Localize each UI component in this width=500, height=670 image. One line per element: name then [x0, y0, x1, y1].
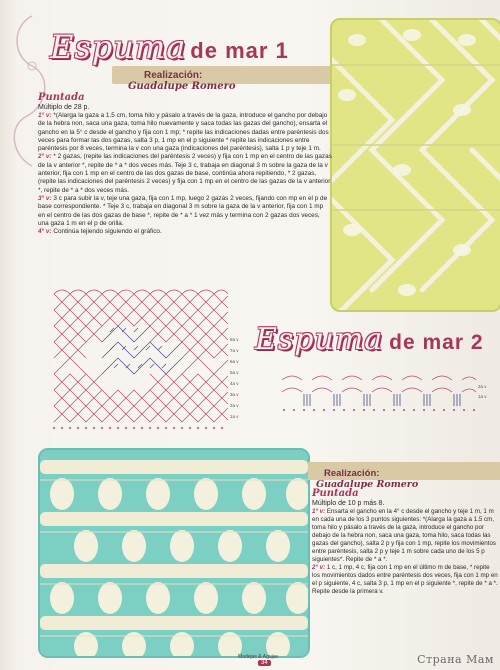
pattern2-title-script: Espuma — [255, 322, 384, 357]
pattern2-title-rest: de mar 2 — [389, 331, 484, 354]
pattern2-row-2 — [312, 564, 498, 596]
pattern2-credit-name: Guadalupe Romero — [316, 479, 419, 490]
pattern2-row-1 — [312, 508, 498, 564]
row-text: * 2 gazas, (repite las indicaciones del paréntesis 2 veces) y fija con 1 mp en el centro de las gazas de la v anterior *, repite de * a * dos veces más. Teje 3 c, trabaja en diagonal 3 m sobre la gaza de la v anterior, fija con 1 mp en el centro de las dos gazas de base, continúa ahora repitiendo, * 2 gazas, (repite las indicaciones del paréntesis 2 veces) y fija con 1 mp en el centro de las gazas de la v anterior *, repite de * a * dos veces más. — [38, 153, 332, 194]
row-label: 4° v: — [38, 228, 52, 236]
pattern2-credit — [308, 462, 500, 490]
row-label: 2° v: — [38, 153, 52, 161]
pattern1-credit — [112, 66, 332, 92]
diagram-row-label: 4a v — [230, 381, 239, 386]
pattern1-instructions — [38, 92, 332, 236]
diagram-row-label: 5a v — [230, 370, 239, 375]
pattern2-title — [255, 322, 484, 357]
pattern1-title-script: Espuma — [50, 28, 187, 66]
pattern1-swatch-photo — [330, 18, 500, 312]
pattern1-heading: Puntada — [38, 92, 85, 103]
pattern1-title-rest: de mar 1 — [190, 38, 289, 63]
row-text: 1 c, 1 mp, 4 c, fija con 1 mp en el último m de base, * repite los movimientos dados entre paréntesis dos veces, fija con 1 mp en el p siguiente, 4 c, salta 3 p, 1 mp en el p siguiente *, repite de * a *. Repite desde la primera v. — [312, 564, 498, 595]
diagram-row-label: 1a v — [230, 414, 239, 419]
row-label: 3° v: — [38, 194, 52, 202]
pattern1-row-3 — [38, 195, 332, 228]
pattern1-row-4 — [38, 228, 332, 236]
pattern1-credit-label: Realización: — [144, 70, 203, 81]
diagram-row-label: 2a v — [478, 384, 487, 389]
row-text: *(Alarga la gaza a 1.5 cm, toma hilo y pásalo a través de la gaza, introduce el gancho por debajo de la hebra non, saca una gaza, toma hilo nuevamente y saca todas las gazas del gancho), ensarta el gancho en la 5° c desde el gancho y fija con 1 mp; * repite las indicaciones dadas entre paréntesis dos veces para formar las dos gazas, salta 3 p, 1 mp en el p siguiente * repite las indicaciones entre paréntesis por 8 veces, termina la v con una gaza (indicaciones del paréntesis), salta 1 p y teje 1 m. — [38, 112, 329, 153]
pattern1-stitch-diagram — [50, 288, 230, 434]
pattern1-row-1 — [38, 112, 332, 153]
pattern1-title — [50, 28, 289, 66]
diagram-row-label: 1a v — [478, 394, 487, 399]
diagram-row-label: 3a v — [230, 392, 239, 397]
site-watermark: Страна Мам — [417, 653, 494, 666]
row-text: 3 c para subir la v, teje una gaza, fija con 1 mp, luego 2 gazas 2 veces, fijando con mp en el p de base correspondiente. * Teje 3 c, trabaja en diagonal 3 m sobre la gaza de la v anterior, fija con 1 mp en el centro de las dos gazas de base *, repite de * a * 1 vez más y termina con 2 gazas dos veces, una gaza 1 m en el p de orilla. — [38, 194, 328, 227]
diagram-row-label: 2a v — [230, 403, 239, 408]
diagram-row-label: 7a v — [230, 348, 239, 353]
pattern2-diagram-row-labels — [478, 382, 496, 402]
pattern2-heading: Puntada — [312, 488, 359, 499]
pattern1-credit-name: Guadalupe Romero — [128, 81, 236, 92]
pattern2-credit-label: Realización: — [324, 468, 380, 479]
row-text: Continúa tejiendo siguiendo el gráfico. — [51, 228, 162, 236]
row-label: 1° v: — [312, 508, 326, 515]
diagram-row-label: 8a v — [230, 337, 239, 342]
pattern2-swatch-photo — [38, 448, 310, 658]
magazine-footer: Madejas & Agujas — [238, 654, 279, 660]
pattern2-stitch-diagram — [278, 370, 478, 414]
row-text: Ensarta el gancho en la 4° c desde el gancho y teje 1 m, 1 m en cada una de los 3 puntos siguientes: *(Alarga la gaza a 1.5 cm, toma hilo y pásalo a través de la gaza, introduce el gancho por debajo de la hebra non, saca una gaza, toma hilo, saca todas las gazas del gancho), salta 2 p y fija con 1 mp, repite los movimientos entre paréntesis, salta 2 p y teje 1 m sobre cada uno de los 5 p siguientes*. Repite de * a *. — [312, 508, 496, 563]
pattern1-multiple: Múltiplo de 28 p. — [38, 104, 90, 111]
page-number: 34 — [258, 660, 271, 666]
row-label: 1° v: — [38, 112, 52, 119]
pattern2-instructions — [312, 488, 498, 596]
row-label: 2° v: — [312, 564, 326, 571]
diagram-row-label: 6a v — [230, 359, 239, 364]
yarn-texture-1 — [332, 20, 500, 310]
pattern1-diagram-row-labels — [230, 334, 252, 422]
pattern2-multiple: Múltiplo de 10 p más 8. — [312, 500, 385, 507]
yarn-texture-2 — [40, 450, 308, 656]
pattern1-row-2 — [38, 153, 332, 194]
